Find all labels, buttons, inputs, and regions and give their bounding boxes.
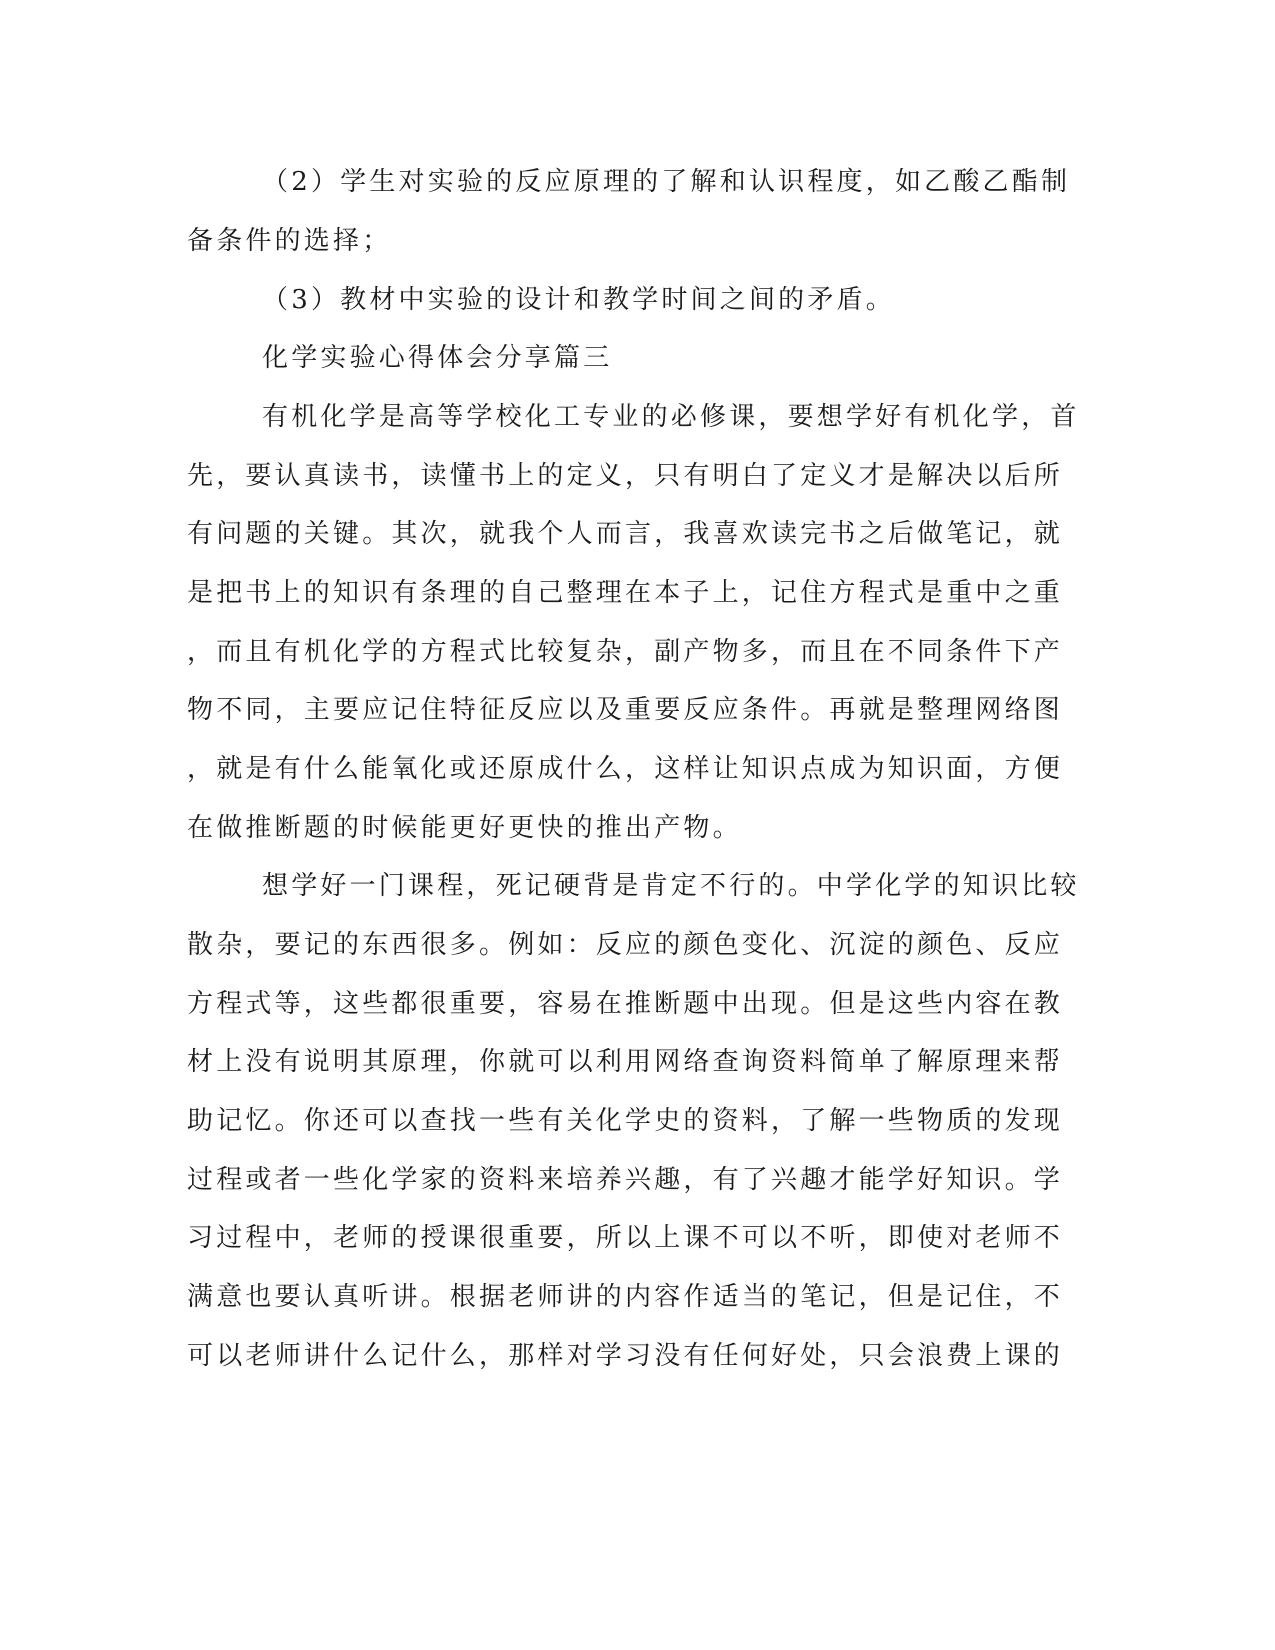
text-line: （2）学生对实验的反应原理的了解和认识程度，如乙酸乙酯制 <box>262 167 1071 197</box>
text-line: 在做推断题的时候能更好更快的推出产物。 <box>187 813 742 843</box>
text-line: 先，要认真读书，读懂书上的定义，只有明白了定义才是解决以后所 <box>187 461 1064 491</box>
text-line: 散杂，要记的东西很多。例如：反应的颜色变化、沉淀的颜色、反应 <box>187 930 1064 960</box>
text-line: 物不同，主要应记住特征反应以及重要反应条件。再就是整理网络图 <box>187 695 1064 725</box>
text-line: 可以老师讲什么记什么，那样对学习没有任何好处，只会浪费上课的 <box>187 1341 1064 1371</box>
text-line: 满意也要认真听讲。根据老师讲的内容作适当的笔记，但是记住，不 <box>187 1282 1064 1312</box>
text-line: 是把书上的知识有条理的自己整理在本子上，记住方程式是重中之重 <box>187 578 1064 608</box>
text-line: 备条件的选择； <box>187 226 392 256</box>
section-heading: 化学实验心得体会分享篇三 <box>262 343 613 373</box>
text-line: 助记忆。你还可以查找一些有关化学史的资料，了解一些物质的发现 <box>187 1106 1064 1136</box>
text-line: 过程或者一些化学家的资料来培养兴趣，有了兴趣才能学好知识。学 <box>187 1165 1064 1195</box>
text-line: ，就是有什么能氧化或还原成什么，这样让知识点成为知识面，方便 <box>187 754 1064 784</box>
text-line: 想学好一门课程，死记硬背是肯定不行的。中学化学的知识比较 <box>262 871 1080 901</box>
text-line: 有机化学是高等学校化工专业的必修课，要想学好有机化学，首 <box>262 402 1080 432</box>
text-line: ，而且有机化学的方程式比较复杂，副产物多，而且在不同条件下产 <box>187 637 1064 667</box>
text-line: 有问题的关键。其次，就我个人而言，我喜欢读完书之后做笔记，就 <box>187 519 1064 549</box>
text-line: 方程式等，这些都很重要，容易在推断题中出现。但是这些内容在教 <box>187 989 1064 1019</box>
text-line: （3）教材中实验的设计和教学时间之间的矛盾。 <box>262 285 895 315</box>
text-line: 习过程中，老师的授课很重要，所以上课不可以不听，即使对老师不 <box>187 1223 1064 1253</box>
text-line: 材上没有说明其原理，你就可以利用网络查询资料简单了解原理来帮 <box>187 1047 1064 1077</box>
